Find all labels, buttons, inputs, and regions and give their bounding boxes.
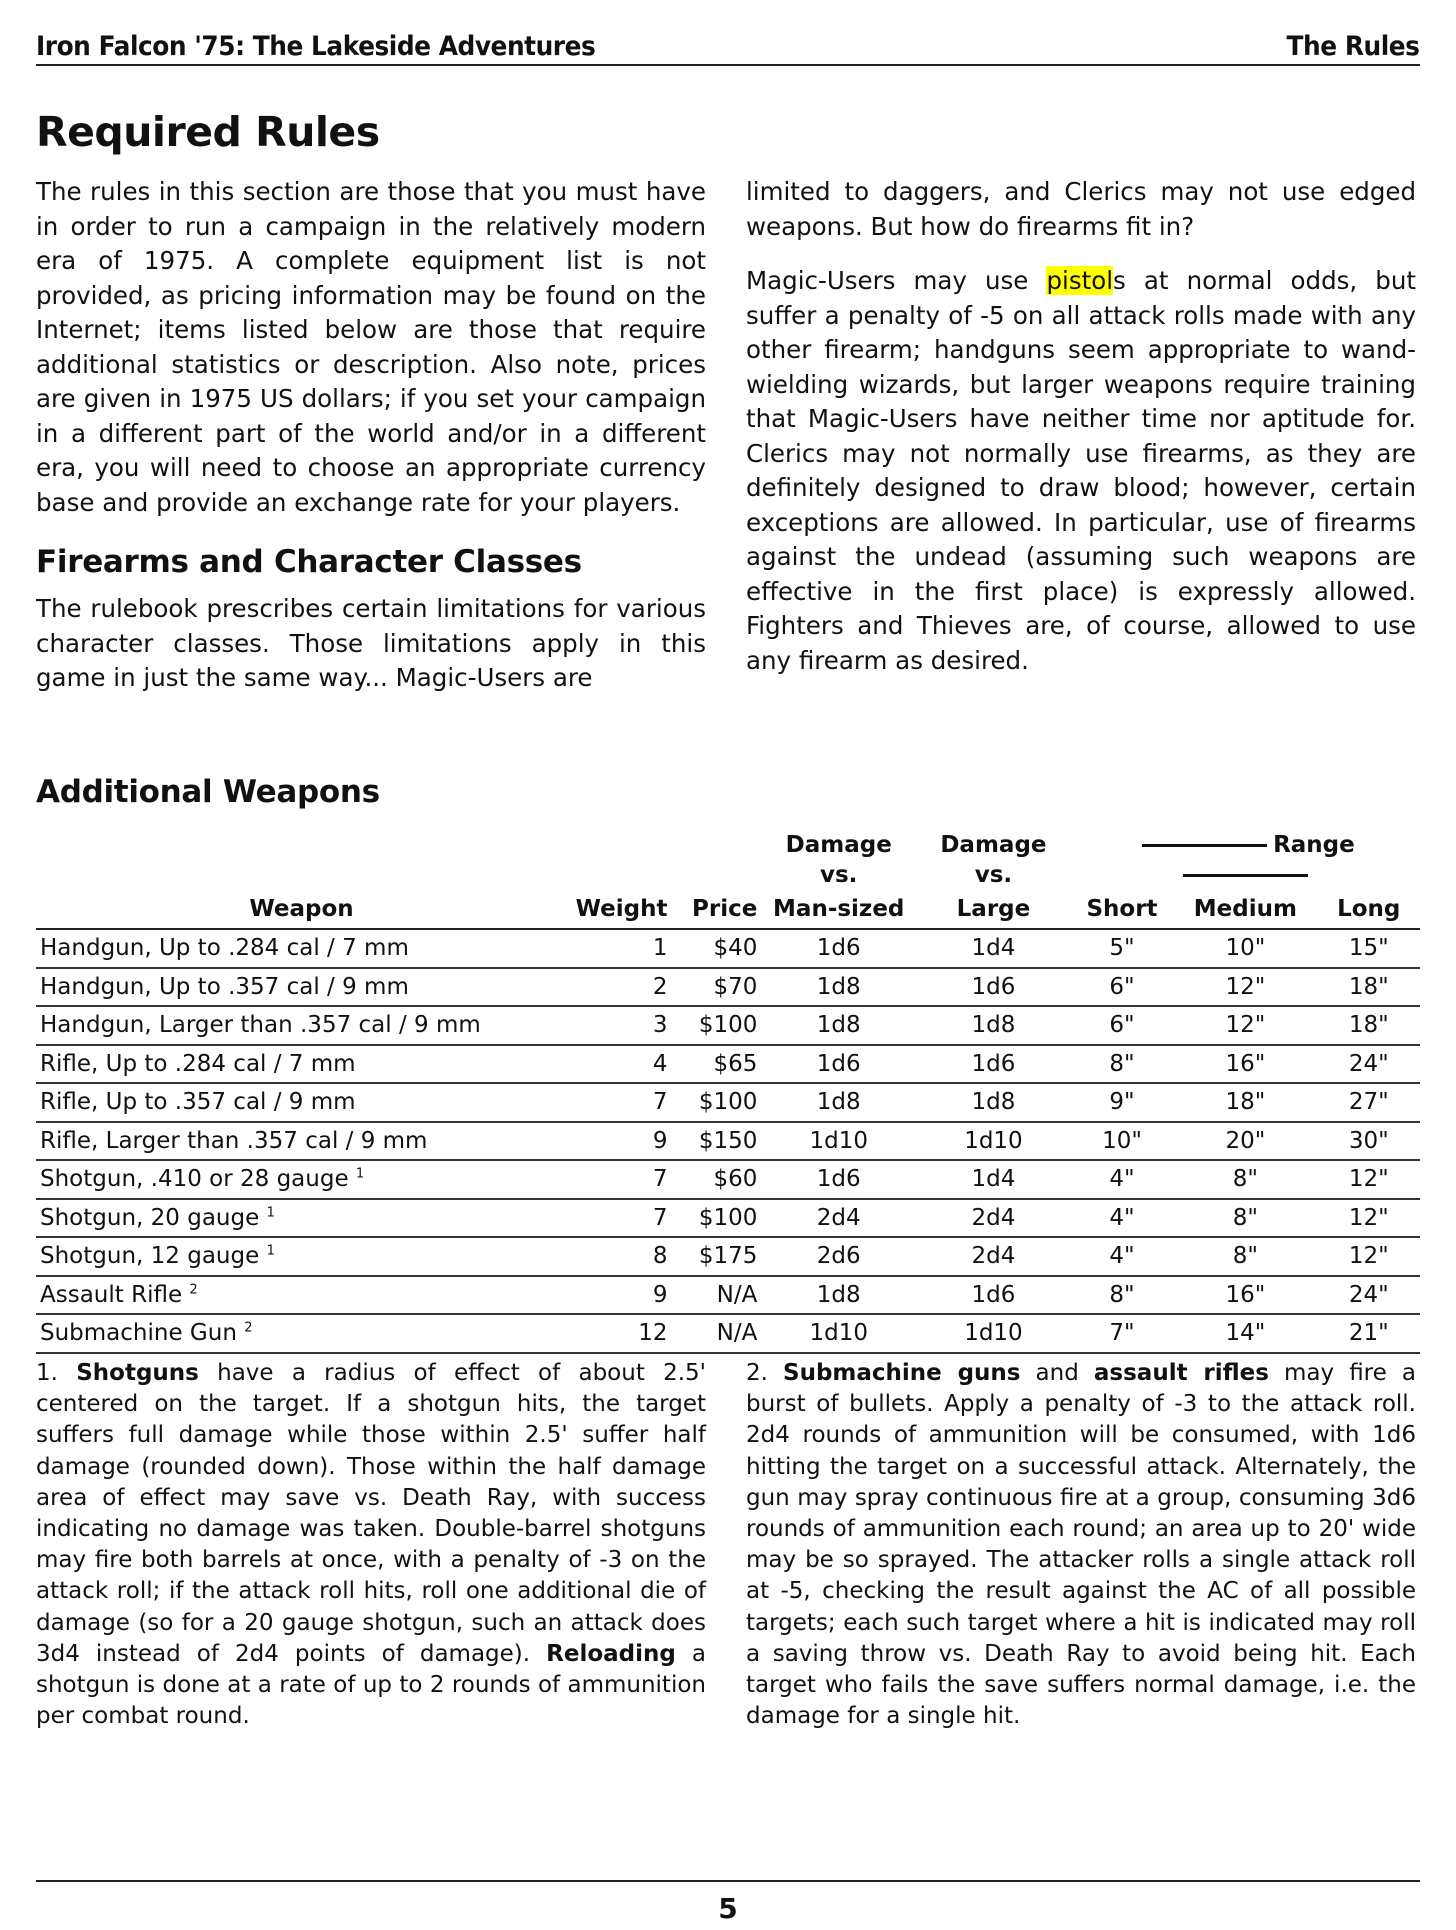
cell-range-short [1071,1122,1173,1161]
cell-damage-man [761,1122,916,1161]
cell-range-long [1318,1276,1421,1315]
footnote-1-text: have a radius of effect of about 2.5' centered on the target. If a shotgun hits, the target suffers full damage while those within 2.5' suffer half damage (rounded down). Those within the half damage area of effect may save vs. Death Ray, with success indicating no damage was taken. Double-barrel shotguns may fire both barrels at once, with a penalty of -3 on the attack roll; if the attack roll hits, roll one additional die of damage (so for a 20 gauge shotgun, such an attack does 3d4 instead of 2d4 points of damage). [36,1360,706,1667]
cell-weapon [36,1122,567,1161]
cell-range-medium [1173,1237,1317,1276]
footer-rule [36,1880,1420,1882]
header-range: Range [1273,832,1355,858]
cell-weapon [36,1314,567,1353]
cell-weight [567,1045,671,1084]
table-row [36,1083,1420,1122]
cell-weapon-text: Shotgun, 20 gauge [40,1204,260,1231]
cell-weapon-text: Handgun, Up to .284 cal / 7 mm [40,935,409,962]
cell-weapon [36,1199,567,1238]
cell-price [671,929,761,968]
cell-weapon-text: Shotgun, 12 gauge [40,1243,260,1270]
cell-damage-large [916,1006,1071,1045]
section-heading-additional-weapons: Additional Weapons [36,774,380,810]
cell-damage-man [761,1276,916,1315]
cell-weapon-text: Handgun, Up to .357 cal / 9 mm [40,973,409,1000]
header-medium: Medium [1173,894,1317,929]
footnote-2-number: 2. [746,1360,784,1386]
footnote-2-term-assault-rifles: assault rifles [1093,1360,1269,1386]
cell-damage-large [916,1045,1071,1084]
cell-range-short-text: 6" [1109,1012,1135,1039]
cell-damage-man-text: 2d4 [816,1204,861,1231]
cell-price-text: N/A [716,1320,758,1347]
cell-range-short [1071,1045,1173,1084]
cell-range-medium [1173,1122,1317,1161]
cell-price [671,1083,761,1122]
cell-damage-large-text: 2d4 [971,1204,1016,1231]
cell-damage-large [916,1199,1071,1238]
footnote-1-number: 1. [36,1360,77,1386]
cell-weight [567,929,671,968]
table-header-row [36,894,1420,929]
right-column [746,175,1416,698]
cell-range-medium-text: 16" [1225,1281,1266,1308]
cell-range-short [1071,968,1173,1007]
cell-range-long-text: 27" [1348,1089,1389,1116]
section-heading-firearms-classes: Firearms and Character Classes [36,544,582,580]
cell-range-long [1318,1237,1421,1276]
section-title: The Rules [1287,31,1420,62]
cell-price [671,1199,761,1238]
cell-damage-man-text: 1d10 [809,1127,868,1154]
cell-price-text: $40 [713,935,758,962]
header-damage-large-top: Damage vs. [940,832,1047,888]
classes-paragraph-1: The rulebook prescribes certain limitations for various character classes. Those limitations apply in this game in just the same way... Magic-Users are [36,594,706,692]
cell-price-text: $150 [698,1127,758,1154]
footnote-2-text: may fire a burst of bullets. Apply a penalty of -3 to the attack roll. 2d4 rounds of ammunition will be consumed, with 1d6 hitting the target on a successful attack. Alternately, the gun may spray continuous fire at a group, consuming 3d6 rounds of ammunition each round; an area up to 20' wide may be so sprayed. The attacker rolls a single attack roll at -5, checking the result against the AC of all possible targets; each such target where a hit is indicated may roll a saving throw vs. Death Ray to avoid being hit. Each target who fails the save suffers normal damage, i.e. the damage for a single hit. [746,1360,1416,1730]
cell-weight-text: 7 [652,1089,668,1116]
cell-damage-man-text: 1d8 [816,1089,861,1116]
cell-damage-man [761,1083,916,1122]
cell-range-long [1318,1045,1421,1084]
cell-range-short-text: 6" [1109,973,1135,1000]
cell-range-long-text: 12" [1348,1243,1389,1270]
cell-weight-text: 7 [652,1166,668,1193]
cell-range-long [1318,1160,1421,1199]
cell-range-medium-text: 20" [1225,1127,1266,1154]
cell-damage-man-text: 1d10 [809,1320,868,1347]
cell-range-short-text: 8" [1109,1281,1135,1308]
table-row [36,929,1420,968]
cell-damage-man-text: 1d8 [816,1281,861,1308]
table-row [36,1160,1420,1199]
table-row [36,1199,1420,1238]
cell-range-long-text: 12" [1348,1204,1389,1231]
cell-range-short [1071,1199,1173,1238]
cell-damage-large-text: 1d8 [971,1089,1016,1116]
cell-weight-text: 9 [652,1127,668,1154]
cell-price [671,1045,761,1084]
footnote-marker[interactable]: 2 [244,1320,253,1336]
cell-range-short-text: 4" [1109,1243,1135,1270]
cell-range-medium-text: 8" [1232,1243,1258,1270]
cell-damage-large-text: 1d10 [964,1320,1023,1347]
cell-damage-large [916,1314,1071,1353]
range-rule-left [1142,844,1267,847]
cell-range-short [1071,1276,1173,1315]
cell-weapon [36,968,567,1007]
footnote-marker[interactable]: 1 [266,1205,275,1221]
cell-range-short-text: 7" [1109,1320,1135,1347]
cell-range-long [1318,929,1421,968]
cell-weapon-text: Handgun, Larger than .357 cal / 9 mm [40,1012,481,1039]
cell-price-text: $175 [698,1243,758,1270]
cell-damage-man [761,1160,916,1199]
cell-weapon [36,1083,567,1122]
cell-damage-man-text: 1d6 [816,1050,861,1077]
cell-damage-man-text: 1d6 [816,935,861,962]
classes-paragraph-2 [746,264,1416,678]
cell-range-long-text: 12" [1348,1166,1389,1193]
weapons-table-body [36,929,1420,1353]
cell-price [671,1122,761,1161]
cell-weight-text: 3 [652,1012,668,1039]
weapons-table [36,830,1420,1354]
cell-range-short-text: 4" [1109,1166,1135,1193]
cell-range-long [1318,968,1421,1007]
left-column [36,175,706,716]
highlighted-word: pistol [1046,266,1114,295]
cell-weapon-text: Rifle, Up to .284 cal / 7 mm [40,1050,356,1077]
cell-weight [567,1122,671,1161]
table-row [36,1314,1420,1353]
cell-price [671,1160,761,1199]
cell-damage-man [761,968,916,1007]
table-row [36,1237,1420,1276]
cell-range-short-text: 4" [1109,1204,1135,1231]
cell-range-long-text: 21" [1348,1320,1389,1347]
header-damage-large: Large [916,894,1071,929]
header-long: Long [1318,894,1421,929]
cell-range-medium-text: 12" [1225,973,1266,1000]
cell-weight [567,1314,671,1353]
cell-range-medium [1173,1276,1317,1315]
cell-price-text: $70 [713,973,758,1000]
footnote-1-text-end: a shotgun is done at a rate of up to 2 rounds of ammunition per combat round. [36,1640,706,1730]
cell-weight [567,1276,671,1315]
cell-weight-text: 8 [652,1243,668,1270]
page-heading: Required Rules [36,108,380,156]
cell-damage-large-text: 1d4 [971,935,1016,962]
cell-range-long [1318,1006,1421,1045]
cell-range-short [1071,1006,1173,1045]
cell-damage-large [916,1276,1071,1315]
cell-damage-large [916,968,1071,1007]
cell-damage-man [761,1199,916,1238]
cell-damage-large [916,1237,1071,1276]
cell-range-medium-text: 12" [1225,1012,1266,1039]
table-header-row-top [36,830,1420,894]
cell-range-short [1071,1314,1173,1353]
table-row [36,1276,1420,1315]
cell-range-short [1071,929,1173,968]
cell-price [671,1276,761,1315]
cell-damage-large [916,1160,1071,1199]
footnote-2-term-smg: Submachine guns [783,1360,1021,1386]
cell-range-short [1071,1160,1173,1199]
header-weapon: Weapon [36,894,567,929]
header-short: Short [1071,894,1173,929]
cell-range-medium [1173,1006,1317,1045]
table-row [36,1006,1420,1045]
cell-weapon [36,1237,567,1276]
cell-weapon [36,1006,567,1045]
cell-price-text: $100 [698,1012,758,1039]
cell-price [671,1314,761,1353]
cell-damage-large-text: 1d10 [964,1127,1023,1154]
cell-damage-man [761,1045,916,1084]
cell-weight [567,1083,671,1122]
cell-weight [567,1199,671,1238]
cell-range-short-text: 8" [1109,1050,1135,1077]
cell-damage-man-text: 2d6 [816,1243,861,1270]
cell-range-long-text: 24" [1348,1050,1389,1077]
cell-damage-man-text: 1d8 [816,973,861,1000]
cell-range-medium-text: 8" [1232,1166,1258,1193]
footnote-1-term-reloading: Reloading [546,1640,676,1667]
cell-damage-large-text: 2d4 [971,1243,1016,1270]
cell-weight [567,1160,671,1199]
cell-price-text: $100 [698,1204,758,1231]
cell-price [671,968,761,1007]
cell-damage-large-text: 1d4 [971,1166,1016,1193]
cell-range-medium [1173,1045,1317,1084]
cell-range-long [1318,1083,1421,1122]
cell-weight-text: 2 [652,973,668,1000]
cell-range-medium [1173,929,1317,968]
footnote-marker[interactable]: 2 [189,1282,198,1298]
cell-range-short-text: 9" [1109,1089,1135,1116]
classes-paragraph-1-continued: limited to daggers, and Clerics may not use edged weapons. But how do firearms fit in? [746,177,1416,241]
table-row [36,968,1420,1007]
cell-range-long-text: 18" [1348,973,1389,1000]
cell-range-long-text: 15" [1348,935,1389,962]
cell-range-short-text: 10" [1102,1127,1142,1154]
cell-price-text: $65 [713,1050,758,1077]
cell-range-medium [1173,1314,1317,1353]
cell-price-text: N/A [716,1281,758,1308]
cell-range-medium-text: 16" [1225,1050,1266,1077]
header-range-group [1071,830,1420,894]
header-damage-man-top: Damage vs. [785,832,892,888]
cell-range-short-text: 5" [1109,935,1135,962]
cell-damage-large-text: 1d6 [971,1050,1016,1077]
intro-paragraph: The rules in this section are those that you must have in order to run a campaign in the relatively modern era of 1975. A complete equipment list is not provided, as pricing information may be found on the Internet; items listed below are those that require additional statistics or description. Also note, prices are given in 1975 US dollars; if you set your campaign in a different part of the world and/or in a different era, you will need to choose an appropriate currency base and provide an exchange rate for your players. [36,177,706,517]
book-title: Iron Falcon '75: The Lakeside Adventures [36,31,596,62]
cell-range-long [1318,1122,1421,1161]
cell-weight [567,968,671,1007]
cell-weight [567,1237,671,1276]
cell-range-medium [1173,968,1317,1007]
range-rule-right [1183,874,1308,877]
classes-p2-after: s at normal odds, but suffer a penalty of -5 on all attack rolls made with any other firearm; handguns seem appropriate to wand-wielding wizards, but larger weapons require training that Magic-Users have neither time nor aptitude for. Clerics may not normally use firearms, as they are definitely designed to draw blood; however, certain exceptions are allowed. In particular, use of firearms against the undead (assuming such weapons are effective in the first place) is expressly allowed. Fighters and Thieves are, of course, allowed to use any firearm as desired. [746,266,1416,675]
cell-range-medium-text: 10" [1225,935,1266,962]
cell-range-medium [1173,1199,1317,1238]
classes-p2-before: Magic-Users may use [746,266,1047,295]
cell-weapon [36,1045,567,1084]
cell-damage-man [761,1237,916,1276]
cell-weapon-text: Assault Rifle [40,1281,183,1308]
page-number: 5 [718,1892,738,1925]
cell-range-long-text: 24" [1348,1281,1389,1308]
cell-weight [567,1006,671,1045]
cell-damage-man [761,929,916,968]
cell-damage-large-text: 1d6 [971,973,1016,1000]
cell-range-medium-text: 14" [1225,1320,1266,1347]
cell-weapon [36,1160,567,1199]
header-damage-man: Man-sized [761,894,916,929]
cell-damage-man [761,1006,916,1045]
footnote-2-and: and [1020,1360,1094,1386]
cell-weight-text: 1 [652,935,668,962]
cell-range-long [1318,1199,1421,1238]
cell-range-short [1071,1237,1173,1276]
footnote-1-term-shotguns: Shotguns [76,1360,199,1386]
cell-weight-text: 7 [652,1204,668,1231]
cell-price-text: $100 [698,1089,758,1116]
cell-damage-large [916,929,1071,968]
cell-damage-large [916,1083,1071,1122]
table-row [36,1122,1420,1161]
cell-range-medium-text: 8" [1232,1204,1258,1231]
running-header [36,28,1420,66]
cell-range-short [1071,1083,1173,1122]
cell-weapon [36,929,567,968]
cell-range-medium-text: 18" [1225,1089,1266,1116]
cell-weapon-text: Rifle, Up to .357 cal / 9 mm [40,1089,356,1116]
cell-range-long-text: 18" [1348,1012,1389,1039]
table-row [36,1045,1420,1084]
cell-weight-text: 4 [652,1050,668,1077]
cell-weapon-text: Submachine Gun [40,1320,237,1347]
header-weight: Weight [567,894,671,929]
footnote-marker[interactable]: 1 [266,1243,275,1259]
cell-range-long [1318,1314,1421,1353]
header-price: Price [671,894,761,929]
cell-weight-text: 9 [652,1281,668,1308]
footnote-marker[interactable]: 1 [355,1166,365,1182]
footnote-1 [36,1358,706,1732]
footnote-2 [746,1358,1416,1732]
cell-price-text: $60 [713,1166,758,1193]
cell-price [671,1006,761,1045]
cell-damage-man-text: 1d8 [816,1012,861,1039]
cell-damage-large [916,1122,1071,1161]
cell-range-long-text: 30" [1348,1127,1389,1154]
cell-damage-large-text: 1d6 [971,1281,1016,1308]
cell-range-medium [1173,1083,1317,1122]
cell-damage-man [761,1314,916,1353]
cell-weapon-text: Shotgun, .410 or 28 gauge [40,1166,349,1193]
cell-weapon [36,1276,567,1315]
cell-price [671,1237,761,1276]
cell-range-medium [1173,1160,1317,1199]
cell-weapon-text: Rifle, Larger than .357 cal / 9 mm [40,1127,428,1154]
cell-weight-text: 12 [638,1320,668,1347]
cell-damage-large-text: 1d8 [971,1012,1016,1039]
cell-damage-man-text: 1d6 [816,1166,861,1193]
